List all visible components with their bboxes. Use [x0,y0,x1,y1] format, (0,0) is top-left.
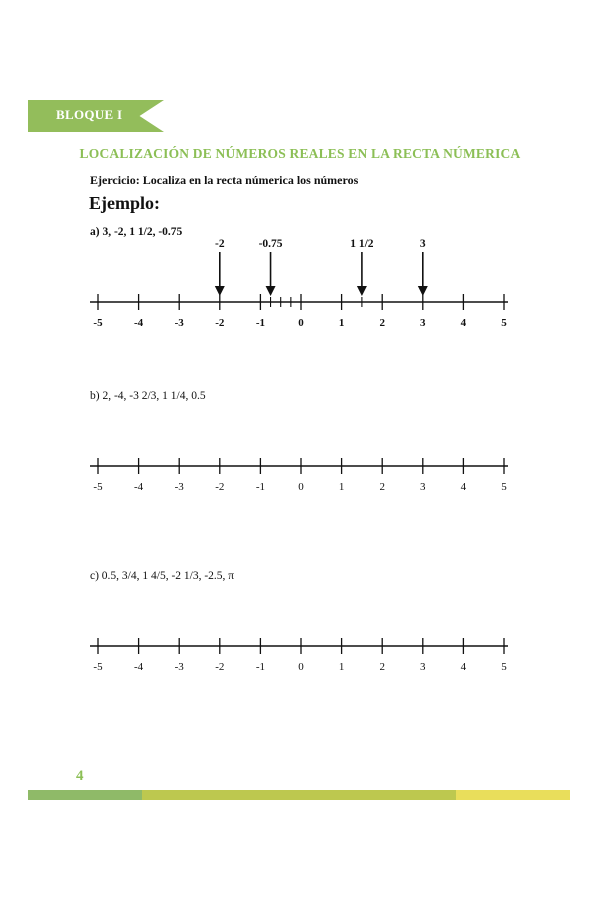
number-line-c [0,620,600,700]
exercise-a-label: a) 3, -2, 1 1/2, -0.75 [90,226,183,238]
tick-label: 0 [298,481,304,493]
tick-label: 0 [298,317,304,329]
tick-label: 5 [501,481,507,493]
marker-label: -2 [215,238,225,250]
tick-label: -1 [255,661,265,673]
marker-label: 1 1/2 [350,238,374,250]
page-title: LOCALIZACIÓN DE NÚMEROS REALES EN LA RECTA NÚMERICA [79,146,521,161]
tick-label: -1 [255,481,265,493]
footer-bar-lime [142,790,456,800]
tick-label: -3 [174,317,184,329]
tick-label: 5 [501,661,507,673]
tick-label: 2 [379,661,385,673]
exercise-instruction: Ejercicio: Localiza en la recta númerica los números [90,173,359,187]
tick-label: 5 [501,317,507,329]
marker-label: -0.75 [258,238,283,250]
tick-label: -5 [93,661,103,673]
tick-label: 0 [298,661,304,673]
tick-label: 1 [338,317,345,329]
marker-label: 3 [419,238,426,250]
tick-label: -3 [174,661,184,673]
tick-label: -2 [215,317,225,329]
tick-label: -4 [134,661,144,673]
tick-label: 1 [338,661,345,673]
tick-label: -1 [255,317,265,329]
tick-label: -4 [134,317,144,329]
tick-label: 2 [379,317,385,329]
tick-label: 4 [460,481,467,493]
tick-label: 4 [460,317,467,329]
number-line-b [0,440,600,520]
marker-arrow-head [266,286,276,296]
footer-bar-green [28,790,142,800]
tick-label: -5 [93,317,103,329]
footer-bar-yellow [456,790,570,800]
marker-arrow-head [215,286,225,296]
tick-label: -2 [215,481,225,493]
tick-label: -5 [93,481,103,493]
exercise-b-label: b) 2, -4, -3 2/3, 1 1/4, 0.5 [90,390,206,402]
tick-label: 2 [379,481,385,493]
example-heading: Ejemplo: [89,193,160,213]
marker-arrow-head [357,286,367,296]
tick-label: 3 [420,317,426,329]
page-number: 4 [76,768,84,784]
exercise-c-label: c) 0.5, 3/4, 1 4/5, -2 1/3, -2.5, π [90,570,235,582]
tick-label: -2 [215,661,225,673]
marker-arrow-head [418,286,428,296]
tick-label: 1 [338,481,345,493]
tick-label: 4 [460,661,467,673]
number-line-a [0,232,600,342]
tick-label: 3 [420,661,426,673]
block-label: BLOQUE I [56,107,123,122]
tick-label: -4 [134,481,144,493]
tick-label: -3 [174,481,184,493]
tick-label: 3 [420,481,426,493]
